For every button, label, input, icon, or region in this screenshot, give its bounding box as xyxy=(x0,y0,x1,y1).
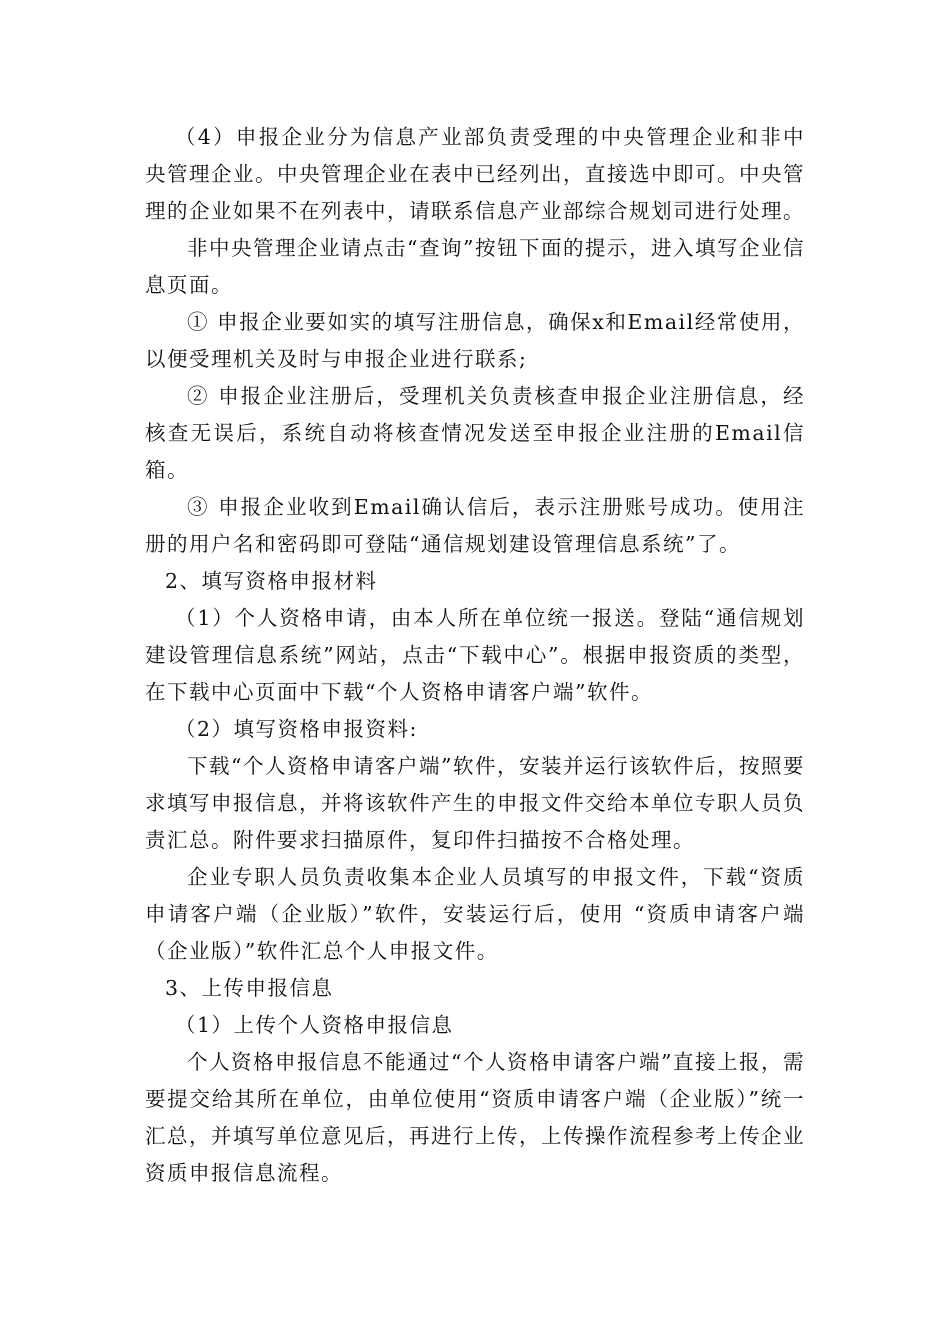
paragraph-step-2: ② 申报企业注册后，受理机关负责核查申报企业注册信息，经核查无误后，系统自动将核查情况发送至申报企业注册的Email信箱。 xyxy=(145,384,805,482)
paragraph-personal-application: （1）个人资格申请，由本人所在单位统一报送。登陆“通信规划建设管理信息系统”网站，点击“下载中心”。根据申报资质的类型，在下载中心页面中下载“个人资格申请客户端”软件。 xyxy=(145,606,805,704)
section-heading-upload: 3、上传申报信息 xyxy=(165,976,334,1000)
paragraph-step-3: ③ 申报企业收到Email确认信后，表示注册账号成功。使用注册的用户名和密码即可登陆“通信规划建设管理信息系统”了。 xyxy=(145,495,805,556)
paragraph-central-enterprise: （4）申报企业分为信息产业部负责受理的中央管理企业和非中央管理企业。中央管理企业在表中已经列出，直接选中即可。中央管理的企业如果不在列表中，请联系信息产业部综合规划司进行处理。 xyxy=(145,125,805,223)
paragraph-download-client: 下载“个人资格申请客户端”软件，安装并运行该软件后，按照要求填写申报信息，并将该软件产生的申报文件交给本单位专职人员负责汇总。附件要求扫描原件，复印件扫描按不合格处理。 xyxy=(145,754,805,852)
document-page xyxy=(145,119,805,1192)
paragraph-upload-label: （1）上传个人资格申报信息 xyxy=(175,1013,454,1037)
paragraph-upload-process: 个人资格申报信息不能通过“个人资格申请客户端”直接上报，需要提交给其所在单位，由单位使用“资质申请客户端（企业版）”统一汇总，并填写单位意见后，再进行上传，上传操作流程参考上传企业资质申报信息流程。 xyxy=(145,1050,805,1185)
section-heading-fill-materials: 2、填写资格申报材料 xyxy=(165,569,378,593)
paragraph-non-central-enterprise: 非中央管理企业请点击“查询”按钮下面的提示，进入填写企业信息页面。 xyxy=(145,236,805,297)
paragraph-enterprise-staff: 企业专职人员负责收集本企业人员填写的申报文件，下载“资质申请客户端（企业版）”软件，安装运行后，使用 “资质申请客户端（企业版）”软件汇总个人申报文件。 xyxy=(145,865,805,963)
paragraph-step-1: ① 申报企业要如实的填写注册信息，确保x和Email经常使用，以便受理机关及时与申报企业进行联系; xyxy=(145,310,805,371)
paragraph-fill-materials-label: （2）填写资格申报资料: xyxy=(175,717,418,741)
